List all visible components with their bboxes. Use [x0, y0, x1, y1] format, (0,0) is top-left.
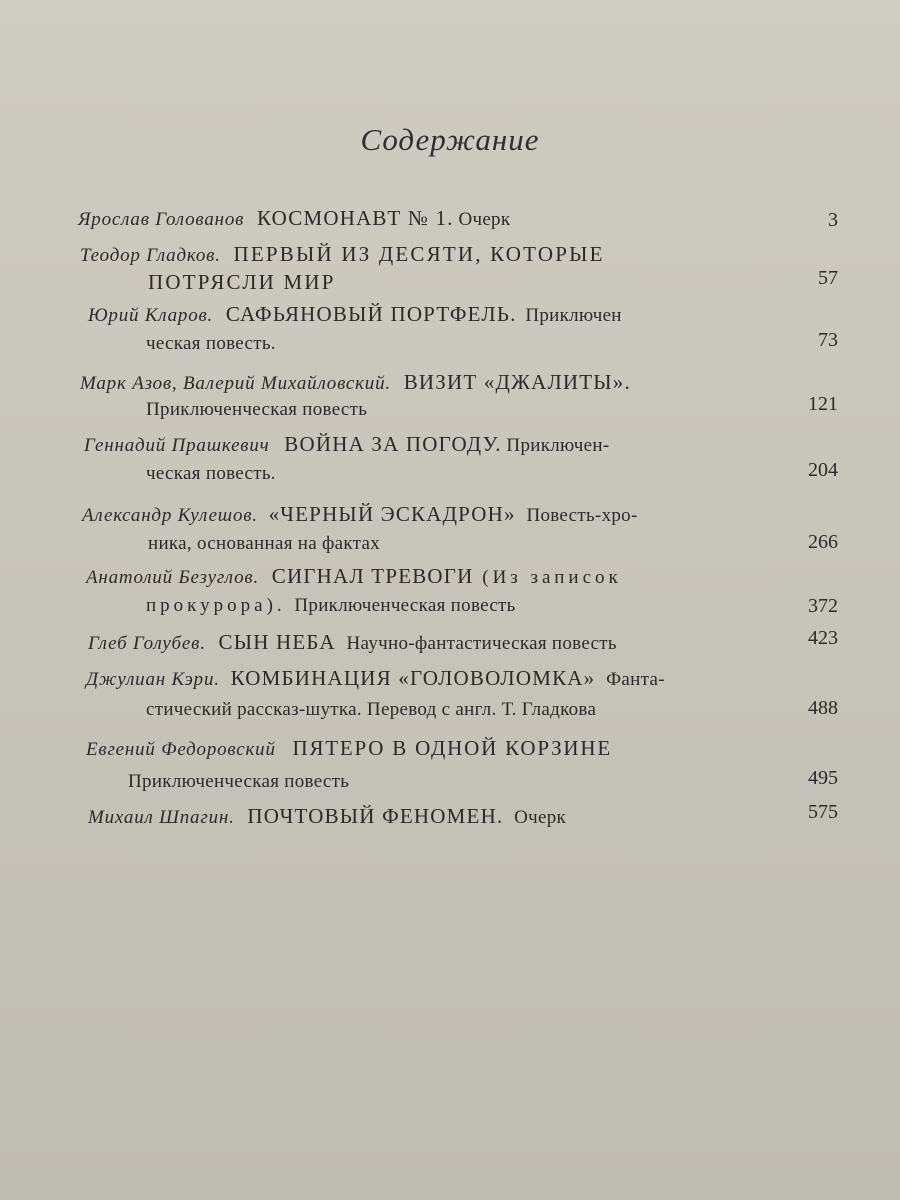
author-name: Евгений Федоровский — [86, 739, 276, 760]
author-name: Ярослав Голованов — [78, 209, 245, 230]
page-number: 204 — [808, 459, 838, 481]
page-number: 488 — [808, 697, 838, 719]
toc-entry — [78, 564, 838, 624]
toc-line-1 — [80, 242, 605, 268]
author-name: Геннадий Прашкевич — [84, 435, 270, 456]
author-name: Александр Кулешов. — [82, 505, 258, 526]
work-description: Научно-фантастическая повесть — [346, 633, 617, 654]
page-number: 372 — [808, 595, 838, 617]
work-title: ПЯТЕРО В ОДНОЙ КОРЗИНЕ — [292, 736, 612, 760]
toc-line-2 — [148, 532, 380, 556]
work-title: ПОЧТОВЫЙ ФЕНОМЕН. — [247, 804, 504, 828]
work-title: КОСМОНАВТ № 1. — [256, 206, 454, 230]
author-name: Михаил Шпагин. — [88, 807, 235, 828]
toc-entry — [78, 801, 838, 834]
work-description-continued: Приключенческая повесть — [294, 595, 516, 616]
toc-entry — [78, 627, 838, 660]
page-number: 3 — [828, 209, 838, 231]
page-number: 266 — [808, 531, 838, 553]
work-title-continued: ПОТРЯСЛИ МИР — [148, 270, 336, 294]
work-description-continued: ника, основанная на фактах — [148, 533, 381, 554]
page-title: Содержание — [360, 122, 540, 157]
work-description-continued: ческая повесть. — [146, 463, 276, 484]
toc-line-2 — [146, 398, 367, 422]
work-title: СЫН НЕБА — [218, 630, 336, 654]
page-number: 73 — [818, 329, 838, 351]
work-title: «ЧЕРНЫЙ ЭСКАДРОН» — [268, 502, 516, 526]
toc-entry — [78, 242, 838, 302]
work-description-continued: стический рассказ-шутка. Перевод с англ. Т. Гладкова — [146, 699, 597, 720]
author-name: Юрий Кларов. — [88, 305, 214, 326]
toc-entry — [78, 302, 838, 362]
work-description-continued: ческая повесть. — [146, 333, 276, 354]
work-title: ВИЗИТ «ДЖАЛИТЫ». — [403, 370, 631, 394]
author-name: Джулиан Кэри. — [86, 669, 220, 690]
toc-entry — [78, 502, 838, 562]
toc-line-2 — [146, 698, 596, 722]
toc-line-1 — [86, 736, 612, 762]
work-description: Приключенческая повесть — [128, 771, 350, 792]
toc-entry — [78, 666, 838, 726]
work-description: Приключен- — [506, 435, 610, 456]
work-description: Повесть-хро- — [526, 505, 638, 526]
work-title: СИГНАЛ ТРЕВОГИ — [271, 564, 474, 588]
toc-entry — [78, 370, 838, 430]
toc-line-1 — [82, 502, 638, 528]
work-title: КОМБИНАЦИЯ «ГОЛОВОЛОМКА» — [230, 666, 596, 690]
toc-line-2 — [148, 270, 336, 296]
author-name: Анатолий Безуглов. — [86, 567, 259, 588]
toc-line-2 — [146, 462, 276, 486]
work-title: ПЕРВЫЙ ИЗ ДЕСЯТИ, КОТОРЫЕ — [233, 242, 605, 266]
toc-line-2 — [146, 594, 516, 618]
toc-line-1 — [88, 630, 617, 656]
page-number: 575 — [808, 801, 838, 823]
toc-line-2 — [128, 770, 349, 794]
toc-line-1 — [86, 564, 622, 590]
toc-entry — [78, 432, 838, 492]
toc-entry — [78, 736, 838, 796]
toc-line-1 — [84, 432, 609, 458]
toc-line-1 — [80, 370, 631, 396]
work-description: (Из записок — [482, 567, 622, 588]
work-title: САФЬЯНОВЫЙ ПОРТФЕЛЬ. — [225, 302, 517, 326]
author-name: Глеб Голубев. — [88, 633, 206, 654]
page-number: 121 — [808, 393, 838, 415]
page-number: 495 — [808, 767, 838, 789]
toc-line-1 — [88, 804, 566, 830]
work-description: Приключен — [525, 305, 622, 326]
toc-line-1 — [78, 206, 510, 232]
page-number: 423 — [808, 627, 838, 649]
toc-line-2 — [146, 332, 276, 356]
work-description: Очерк — [458, 209, 511, 230]
author-name: Теодор Гладков. — [80, 245, 221, 266]
page-number: 57 — [818, 267, 838, 289]
toc-line-1 — [86, 666, 665, 692]
work-description: Приключенческая повесть — [146, 399, 368, 420]
author-name: Марк Азов, Валерий Михайловский. — [80, 373, 391, 394]
toc-line-1 — [88, 302, 622, 328]
work-description: Фанта- — [606, 669, 665, 690]
work-description-spaced: прокурора). — [146, 595, 286, 616]
work-title: ВОЙНА ЗА ПОГОДУ. — [284, 432, 502, 456]
work-description: Очерк — [514, 807, 567, 828]
toc-entry — [78, 206, 838, 236]
